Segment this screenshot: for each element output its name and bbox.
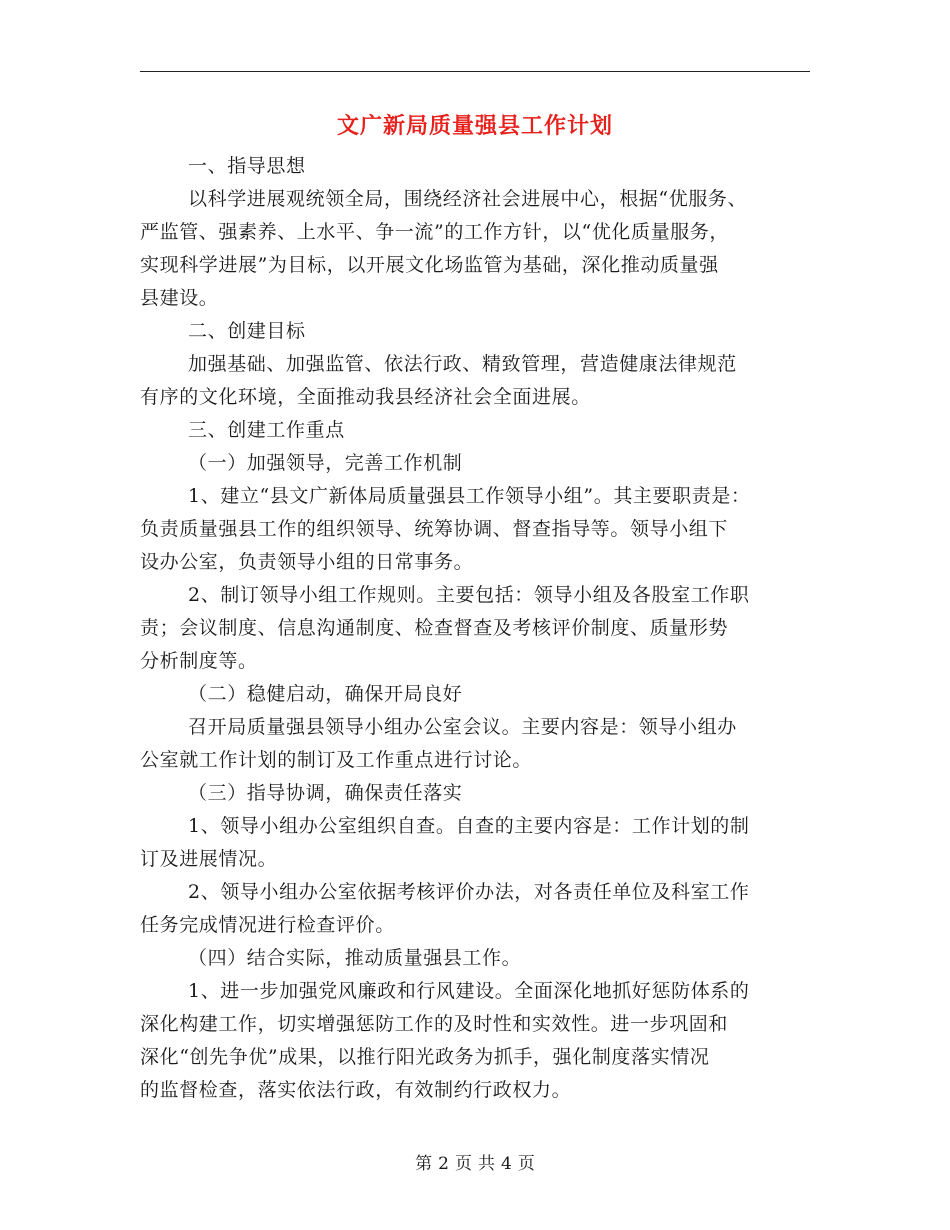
footer-page-word: 页 <box>455 1154 472 1174</box>
body-line: 订及进展情况。 <box>140 848 278 870</box>
body-line: 二、创建目标 <box>188 320 306 342</box>
body-line: 三、创建工作重点 <box>188 419 345 441</box>
document-title: 文广新局质量强县工作计划 <box>336 113 613 139</box>
body-line: 负责质量强县工作的组织领导、统筹协调、督查指导等。领导小组下 <box>140 518 729 540</box>
footer-prefix: 第 <box>415 1154 433 1174</box>
footer-current-page: 2 <box>438 1154 449 1174</box>
body-line: 深化“创先争优”成果，以推行阳光政务为抓手，强化制度落实情况 <box>140 1046 710 1068</box>
body-line: 有序的文化环境，全面推动我县经济社会全面进展。 <box>140 386 591 408</box>
body-line: （三）指导协调，确保责任落实 <box>188 782 463 804</box>
header-rule <box>140 71 810 72</box>
body-line: 分析制度等。 <box>140 650 258 672</box>
body-line: （一）加强领导，完善工作机制 <box>188 452 463 474</box>
body-line: 的监督检查，落实依法行政，有效制约行政权力。 <box>140 1079 572 1101</box>
footer-total-label: 共 <box>478 1154 495 1174</box>
body-line: 2、制订领导小组工作规则。主要包括：领导小组及各股室工作职 <box>188 584 750 606</box>
body-line: 加强基础、加强监管、依法行政、精致管理，营造健康法律规范 <box>188 353 737 375</box>
body-line: 设办公室，负责领导小组的日常事务。 <box>140 551 474 573</box>
body-line: 公室就工作计划的制订及工作重点进行讨论。 <box>140 749 533 771</box>
body-line: （四）结合实际，推动质量强县工作。 <box>188 947 522 969</box>
body-line: 召开局质量强县领导小组办公室会议。主要内容是：领导小组办 <box>188 716 737 738</box>
body-line: 任务完成情况进行检查评价。 <box>140 914 395 936</box>
body-line: 实现科学进展”为目标，以开展文化场监管为基础，深化推动质量强 <box>140 254 719 276</box>
page-footer <box>0 1152 950 1176</box>
body-line: 严监管、强素养、上水平、争一流”的工作方针，以“优化质量服务， <box>140 221 730 243</box>
body-line: 1、进一步加强党风廉政和行风建设。全面深化地抓好惩防体系的 <box>188 980 750 1002</box>
body-line: 责；会议制度、信息沟通制度、检查督查及考核评价制度、质量形势 <box>140 617 729 639</box>
body-line: 以科学进展观统领全局，围绕经济社会进展中心，根据“优服务、 <box>188 188 748 210</box>
footer-total-pages: 4 <box>501 1154 512 1174</box>
body-line: 2、领导小组办公室依据考核评价办法，对各责任单位及科室工作 <box>188 881 750 903</box>
body-line: （二）稳健启动，确保开局良好 <box>188 683 463 705</box>
body-line: 深化构建工作，切实增强惩防工作的及时性和实效性。进一步巩固和 <box>140 1013 729 1035</box>
body-line: 县建设。 <box>140 287 219 309</box>
body-line: 1、建立“县文广新体局质量强县工作领导小组”。其主要职责是： <box>188 485 751 507</box>
body-line: 1、领导小组办公室组织自查。自查的主要内容是：工作计划的制 <box>188 815 750 837</box>
body-line: 一、指导思想 <box>188 155 306 177</box>
footer-suffix: 页 <box>517 1154 535 1174</box>
document-body <box>140 150 812 1107</box>
